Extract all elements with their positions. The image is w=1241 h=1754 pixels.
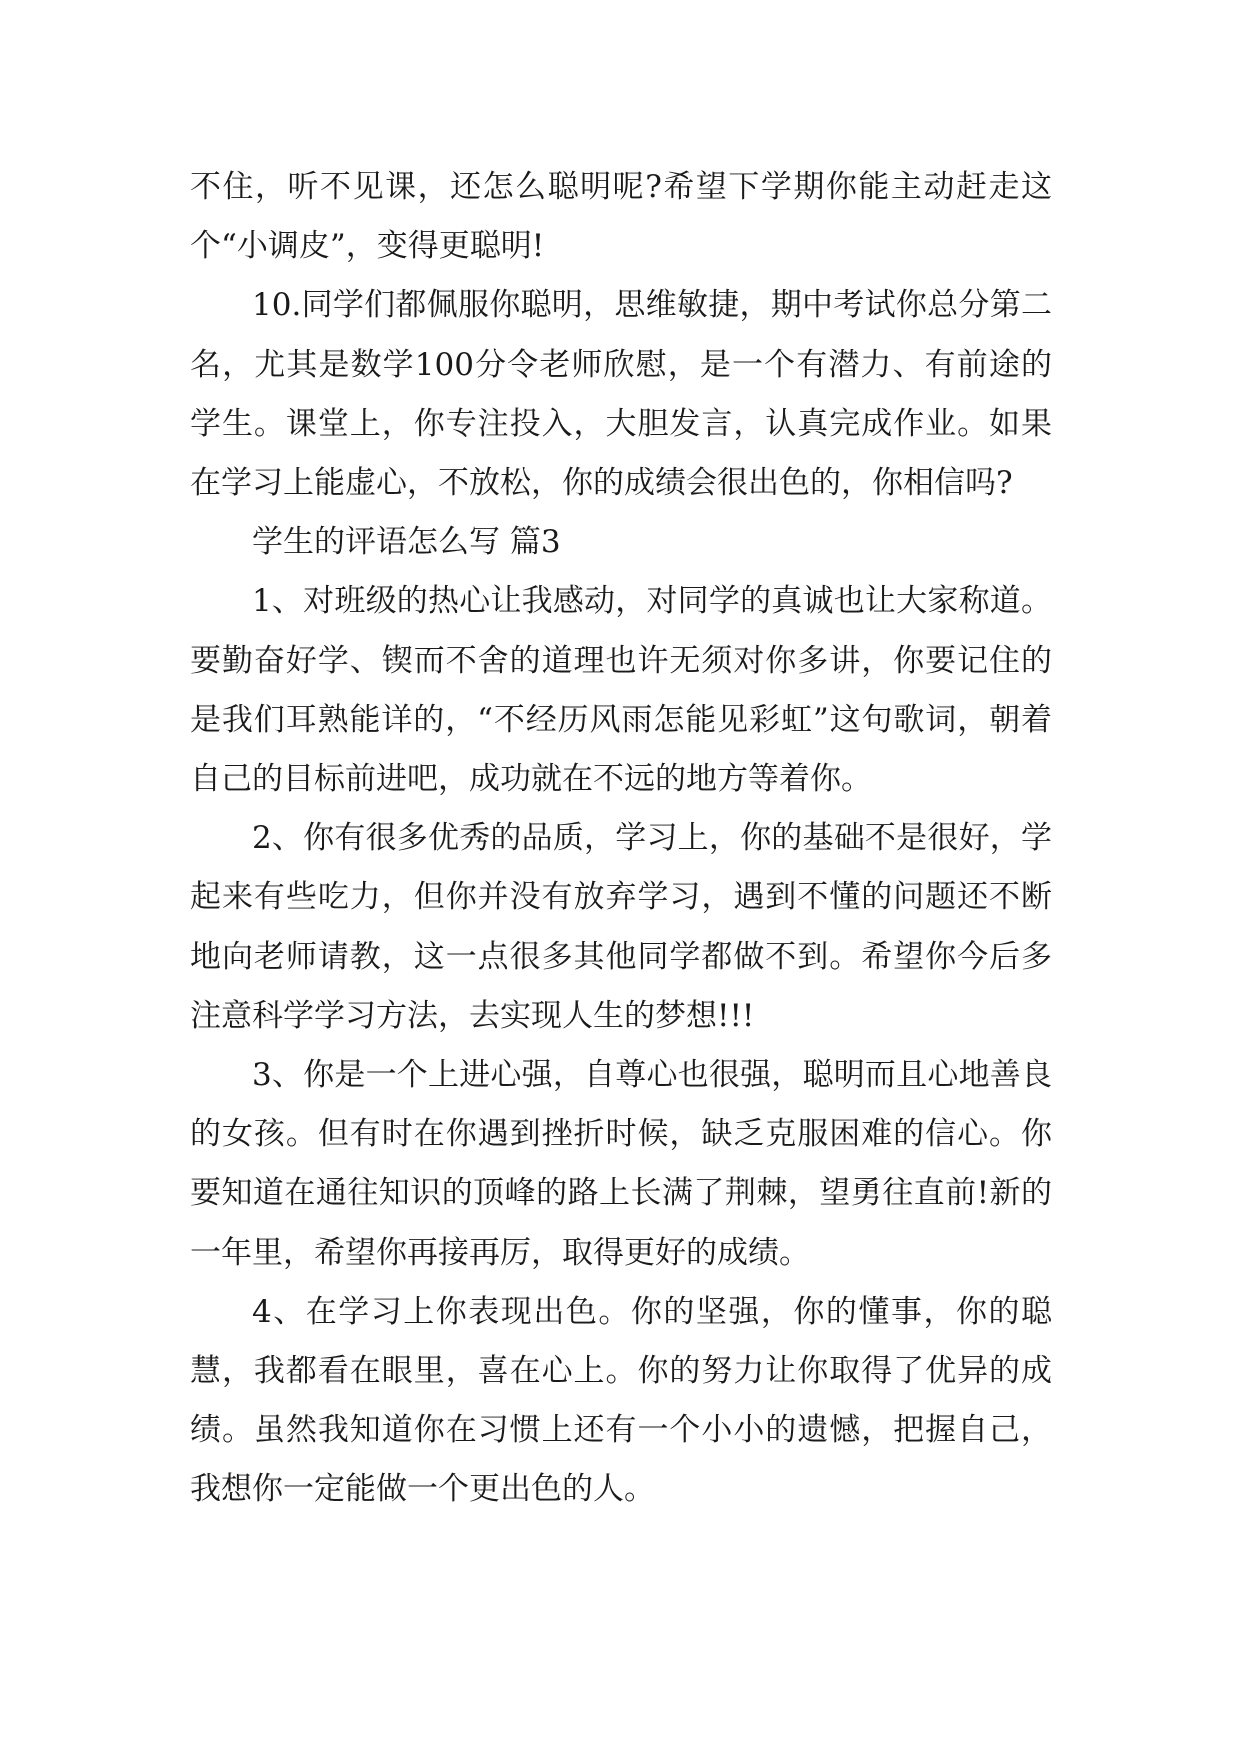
document-body [190, 158, 1052, 1520]
section-heading: 学生的评语怎么写 篇3 [252, 524, 561, 561]
paragraph-comment-1: 1、对班级的热心让我感动，对同学的真诚也让大家称道。要勤奋好学、锲而不舍的道理也许无须对你多讲，你要记住的是我们耳熟能详的，“不经历风雨怎能见彩虹”这句歌词，朝着自己的目标前进吧，成功就在不远的地方等着你。 [190, 583, 1052, 798]
paragraph-comment-10: 10.同学们都佩服你聪明，思维敏捷，期中考试你总分第二名，尤其是数学100分令老师欣慰，是一个有潜力、有前途的学生。课堂上，你专注投入，大胆发言，认真完成作业。如果在学习上能虚心，不放松，你的成绩会很出色的，你相信吗? [190, 287, 1052, 502]
paragraph-comment-3: 3、你是一个上进心强，自尊心也很强，聪明而且心地善良的女孩。但有时在你遇到挫折时候，缺乏克服困难的信心。你要知道在通往知识的顶峰的路上长满了荆棘，望勇往直前!新的一年里，希望你再接再厉，取得更好的成绩。 [190, 1057, 1052, 1271]
paragraph-comment-2: 2、你有很多优秀的品质，学习上，你的基础不是很好，学起来有些吃力，但你并没有放弃学习，遇到不懂的问题还不断地向老师请教，这一点很多其他同学都做不到。希望你今后多注意科学学习方法，去实现人生的梦想!!! [190, 820, 1052, 1034]
paragraph-continuation: 不住，听不见课，还怎么聪明呢?希望下学期你能主动赶走这个“小调皮”，变得更聪明! [190, 169, 1052, 265]
paragraph-comment-4: 4、在学习上你表现出色。你的坚强，你的懂事，你的聪慧，我都看在眼里，喜在心上。你的努力让你取得了优异的成绩。虽然我知道你在习惯上还有一个小小的遗憾，把握自己，我想你一定能做一个更出色的人。 [190, 1293, 1052, 1508]
